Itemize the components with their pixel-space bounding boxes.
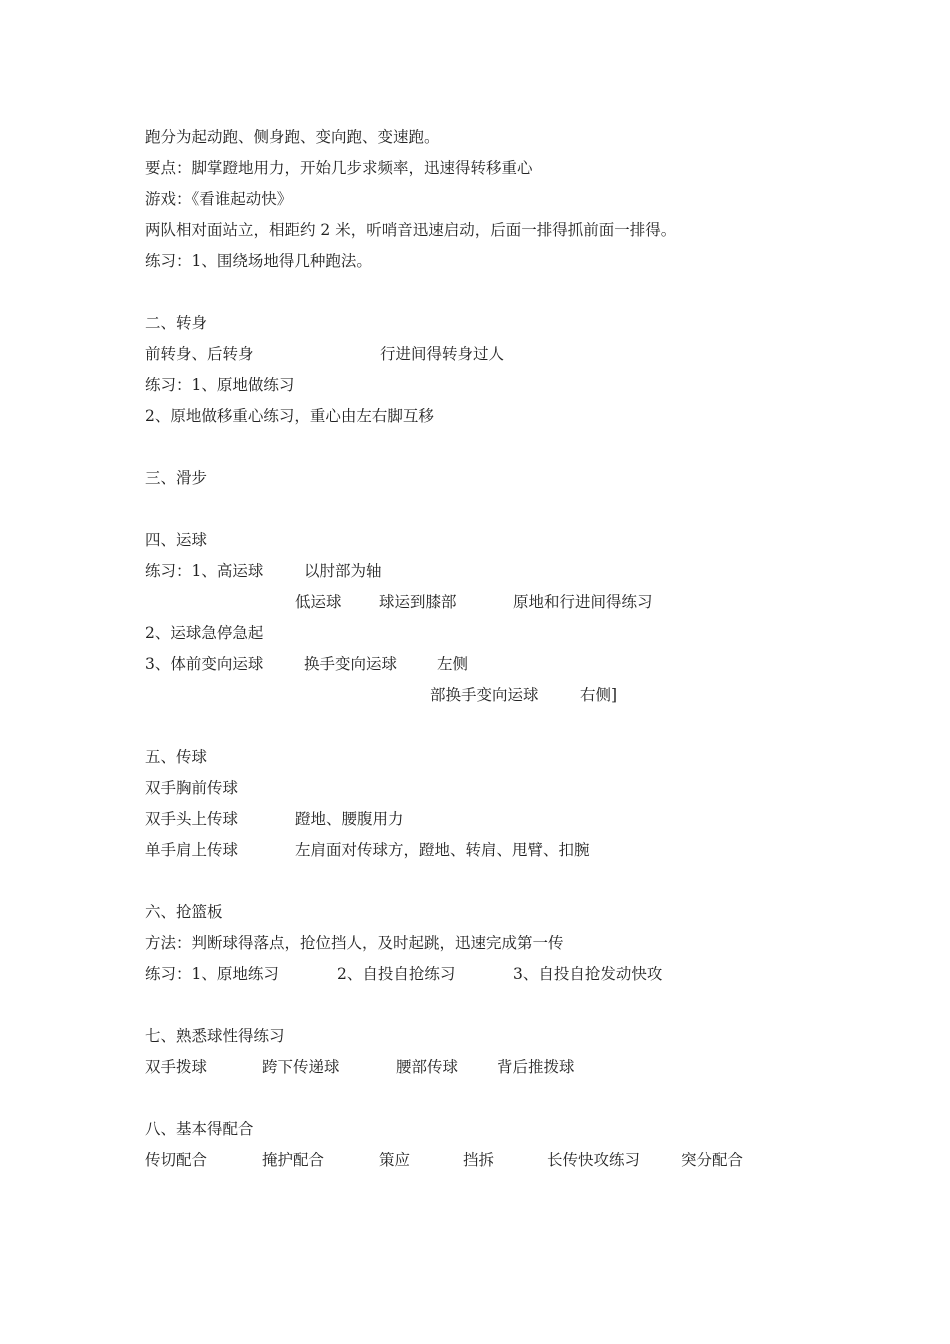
ball-feel-d: 背后推拨球 (497, 1058, 575, 1076)
turn-heading: 二、转身 (145, 314, 208, 332)
dribble-in-place-and-moving: 原地和行进间得练习 (513, 593, 653, 611)
rebound-practice-2: 2、自投自抢练习 (337, 965, 456, 983)
coop-b: 掩护配合 (262, 1151, 325, 1169)
dribble-right-side: 右侧] (580, 686, 618, 704)
dribble-crossover: 3、体前变向运球 (145, 655, 264, 673)
pass-shoulder-tip: 左肩面对传球方，蹬地、转肩、甩臂、扣腕 (295, 841, 590, 859)
coop-e: 长传快攻练习 (547, 1151, 641, 1169)
turn-types: 前转身、后转身 (145, 345, 254, 363)
rebound-method: 方法：判断球得落点，抢位挡人，及时起跳，迅速完成第一传 (145, 934, 564, 952)
turn-practice-2: 2、原地做移重心练习，重心由左右脚互移 (145, 407, 434, 425)
dribble-hand-change: 换手变向运球 (304, 655, 398, 673)
dribble-heading: 四、运球 (145, 531, 208, 549)
dribble-left-side: 左侧 (437, 655, 469, 673)
running-game-line: 游戏：《看谁起动快》 (145, 190, 293, 208)
pass-chest: 双手胸前传球 (145, 779, 239, 797)
coop-a: 传切配合 (145, 1151, 208, 1169)
dribble-elbow-axis: 以肘部为轴 (304, 562, 382, 580)
rebound-practice-1: 练习：1、原地练习 (145, 965, 279, 983)
pass-shoulder: 单手肩上传球 (145, 841, 239, 859)
dribble-high: 练习：1、高运球 (145, 562, 264, 580)
ball-feel-a: 双手拨球 (145, 1058, 208, 1076)
coop-f: 突分配合 (681, 1151, 744, 1169)
turn-pass-move: 行进间得转身过人 (380, 345, 505, 363)
coop-heading: 八、基本得配合 (145, 1120, 254, 1138)
pass-overhead: 双手头上传球 (145, 810, 239, 828)
rebound-practice-3: 3、自投自抢发动快攻 (513, 965, 663, 983)
dribble-low: 低运球 (295, 593, 342, 611)
coop-d: 挡拆 (463, 1151, 495, 1169)
dribble-stop-start: 2、运球急停急起 (145, 624, 264, 642)
rebound-heading: 六、抢篮板 (145, 903, 223, 921)
dribble-hand-change-2: 部换手变向运球 (430, 686, 539, 704)
running-game-rules-line: 两队相对面站立，相距约 2 米，听哨音迅速启动，后面一排得抓前面一排得。 (145, 221, 677, 239)
dribble-knee: 球运到膝部 (379, 593, 457, 611)
running-key-points-line: 要点：脚掌蹬地用力，开始几步求频率，迅速得转移重心 (145, 159, 533, 177)
pass-overhead-tip: 蹬地、腰腹用力 (295, 810, 404, 828)
pass-heading: 五、传球 (145, 748, 208, 766)
ball-feel-c: 腰部传球 (396, 1058, 459, 1076)
ball-feel-heading: 七、熟悉球性得练习 (145, 1027, 285, 1045)
running-types-line: 跑分为起动跑、侧身跑、变向跑、变速跑。 (145, 128, 440, 146)
ball-feel-b: 跨下传递球 (262, 1058, 340, 1076)
coop-c: 策应 (379, 1151, 411, 1169)
running-practice-line: 练习：1、围绕场地得几种跑法。 (145, 252, 372, 270)
slide-heading: 三、滑步 (145, 469, 208, 487)
turn-practice-1: 练习：1、原地做练习 (145, 376, 295, 394)
